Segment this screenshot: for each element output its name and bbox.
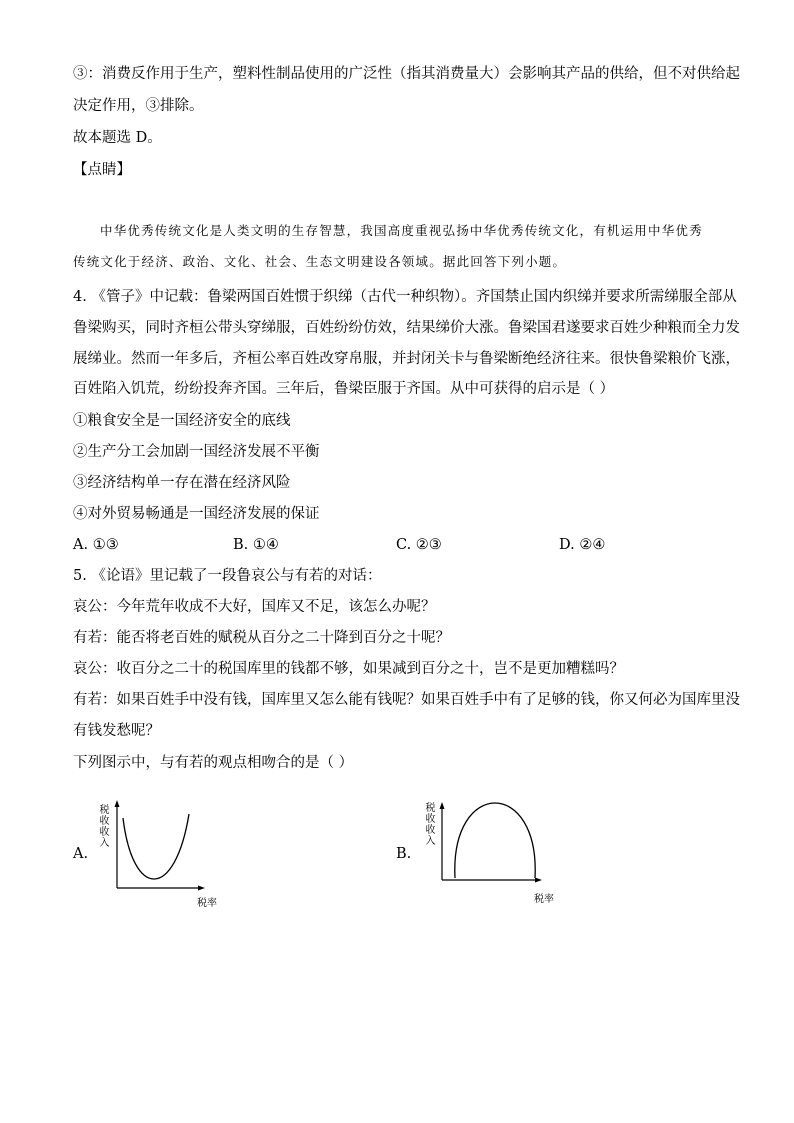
chart-a-xlabel: 税率: [197, 898, 217, 909]
question-4-statement: ②生产分工会加剧一国经济发展不平衡: [73, 444, 320, 460]
chart-b-x-arrow: [535, 878, 542, 883]
dialogue-line: 有若：如果百姓手中没有钱，国库里又怎么能有钱呢？如果百姓手中有了足够的钱，你又何必为国库里没: [73, 692, 740, 708]
dialogue-line: 有若：能否将老百姓的赋税从百分之二十降到百分之十呢？: [73, 630, 450, 646]
text-line: ③：消费反作用于生产，塑料性制品使用的广泛性（指其消费量大）会影响其产品的供给，但不对供给起: [73, 66, 740, 82]
intro-paragraph-line: 中华优秀传统文化是人类文明的生存智慧，我国高度重视弘扬中华优秀传统文化，有机运用中华优秀: [100, 223, 703, 238]
text-line: 决定作用，③排除。: [73, 98, 204, 114]
question-4-stem: 4. 《管子》中记载：鲁梁两国百姓惯于织绨（古代一种织物）。齐国禁止国内织绨并要求所需绨服全部从: [73, 289, 737, 305]
chart-b-curve: [455, 803, 535, 878]
intro-paragraph-line: 传统文化于经济、政治、文化、社会、生态文明建设各领域。据此回答下列小题。: [73, 254, 567, 269]
chart-a-y-arrow: [115, 800, 120, 807]
dialogue-line: 哀公：今年荒年收成不大好，国库又不足，该怎么办呢？: [73, 599, 436, 615]
question-5-option-b-label[interactable]: B.: [396, 846, 412, 862]
chart-b[interactable]: [422, 798, 562, 912]
question-5-stem: 5. 《论语》里记载了一段鲁哀公与有若的对话：: [73, 568, 382, 584]
text-line: 故本题选 D。: [73, 130, 162, 146]
chart-a-curve: [123, 814, 189, 879]
question-4-statement: ①粮食安全是一国经济安全的底线: [73, 413, 291, 429]
chart-b-xlabel: 税率: [534, 894, 554, 905]
question-4-stem: 鲁梁购买，同时齐桓公带头穿绨服，百姓纷纷仿效，结果绨价大涨。鲁梁国君遂要求百姓少种粮而全力发: [73, 320, 740, 336]
question-4-statement: ④对外贸易畅通是一国经济发展的保证: [73, 506, 320, 522]
question-5-prompt: 下列图示中，与有若的观点相吻合的是（ ）: [73, 755, 354, 771]
question-4-option-a[interactable]: A. ①③: [73, 537, 119, 553]
question-4-stem: 展绨业。然而一年多后，齐桓公率百姓改穿帛服，并封闭关卡与鲁梁断绝经济往来。很快鲁梁粮价飞涨，: [73, 351, 740, 367]
question-4-statement: ③经济结构单一存在潜在经济风险: [73, 475, 291, 491]
chart-a-x-arrow: [198, 886, 205, 891]
question-4-option-c[interactable]: C. ②③: [396, 537, 442, 553]
section-heading-dianjing: 【点睛】: [73, 162, 131, 178]
question-4-stem: 百姓陷入饥荒，纷纷投奔齐国。三年后，鲁梁臣服于齐国。从中可获得的启示是（ ）: [73, 381, 615, 397]
dialogue-line: 哀公：收百分之二十的税国库里的钱都不够，如果减到百分之十，岂不是更加糟糕吗？: [73, 661, 624, 677]
question-4-option-d[interactable]: D. ②④: [559, 537, 606, 553]
chart-a-ylabel: 税收收入: [99, 805, 110, 849]
dialogue-line: 有钱发愁呢？: [73, 723, 160, 739]
question-4-option-b[interactable]: B. ①④: [233, 537, 279, 553]
question-5-option-a-label[interactable]: A.: [73, 846, 89, 862]
chart-b-ylabel: 税收收入: [425, 803, 436, 847]
chart-b-y-arrow: [440, 802, 445, 809]
chart-a[interactable]: [95, 800, 225, 914]
